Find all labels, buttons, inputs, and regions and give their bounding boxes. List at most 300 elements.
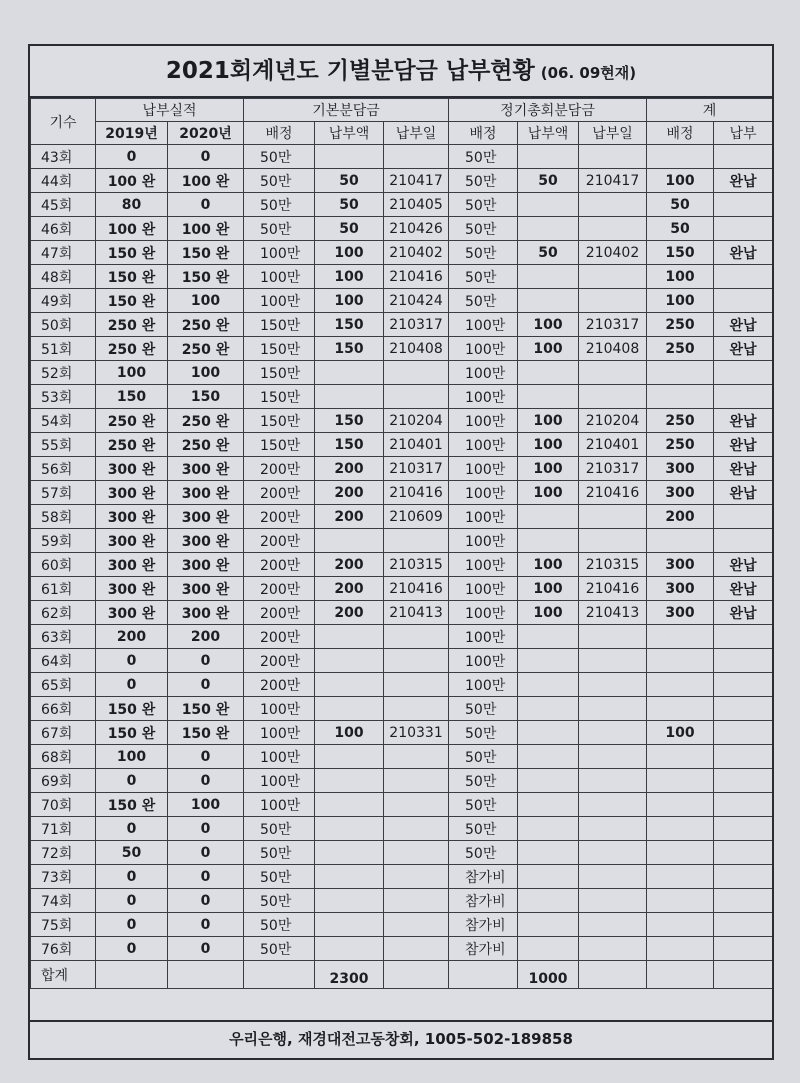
total-paid-cell xyxy=(714,625,773,649)
basic-alloc-cell: 50만 xyxy=(244,145,315,169)
basic-date-cell xyxy=(384,673,449,697)
basic-alloc-cell: 50만 xyxy=(244,217,315,241)
totals-row xyxy=(31,961,773,989)
reg-alloc-cell: 50만 xyxy=(449,769,518,793)
header-basic: 기본분담금 xyxy=(244,99,449,122)
reg-date-cell xyxy=(579,289,647,313)
table-row xyxy=(31,505,773,529)
basic-paid-cell xyxy=(315,769,384,793)
table-row xyxy=(31,481,773,505)
result-2019-cell: 300 완 xyxy=(96,481,168,505)
reg-alloc-cell: 100만 xyxy=(449,361,518,385)
basic-paid-cell: 200 xyxy=(315,505,384,529)
basic-paid-cell xyxy=(315,673,384,697)
result-2020-cell: 100 완 xyxy=(168,217,244,241)
header-total: 계 xyxy=(647,99,773,122)
table-row xyxy=(31,337,773,361)
basic-alloc-cell: 200만 xyxy=(244,457,315,481)
total-alloc-cell xyxy=(647,745,714,769)
reg-date-cell: 210204 xyxy=(579,409,647,433)
result-2020-cell: 300 완 xyxy=(168,601,244,625)
basic-paid-cell: 50 xyxy=(315,169,384,193)
title-text: 2021회계년도 기별분담금 납부현황 xyxy=(165,58,535,84)
reg-alloc-cell: 50만 xyxy=(449,241,518,265)
reg-paid-cell: 100 xyxy=(518,337,579,361)
table-row xyxy=(31,913,773,937)
basic-paid-cell: 150 xyxy=(315,313,384,337)
gisu-cell: 68회 xyxy=(31,745,96,769)
result-2019-cell: 100 완 xyxy=(96,217,168,241)
table-row xyxy=(31,193,773,217)
totals-empty xyxy=(168,961,244,989)
basic-alloc-cell: 200만 xyxy=(244,553,315,577)
table-row xyxy=(31,601,773,625)
total-paid-cell xyxy=(714,649,773,673)
total-paid-cell xyxy=(714,793,773,817)
basic-paid-cell xyxy=(315,625,384,649)
result-2019-cell: 300 완 xyxy=(96,505,168,529)
total-paid-cell xyxy=(714,529,773,553)
result-2020-cell: 100 xyxy=(168,289,244,313)
result-2019-cell: 300 완 xyxy=(96,601,168,625)
reg-date-cell: 210317 xyxy=(579,457,647,481)
total-paid-cell xyxy=(714,145,773,169)
result-2019-cell: 150 xyxy=(96,385,168,409)
result-2020-cell: 0 xyxy=(168,745,244,769)
basic-date-cell xyxy=(384,745,449,769)
basic-alloc-cell: 200만 xyxy=(244,529,315,553)
table-row xyxy=(31,865,773,889)
reg-date-cell xyxy=(579,649,647,673)
gisu-cell: 50회 xyxy=(31,313,96,337)
basic-date-cell: 210405 xyxy=(384,193,449,217)
basic-paid-cell: 200 xyxy=(315,457,384,481)
basic-paid-cell: 100 xyxy=(315,721,384,745)
total-alloc-cell: 100 xyxy=(647,265,714,289)
reg-alloc-cell: 50만 xyxy=(449,289,518,313)
basic-paid-cell xyxy=(315,649,384,673)
result-2020-cell: 0 xyxy=(168,841,244,865)
result-2020-cell: 0 xyxy=(168,769,244,793)
header-reg-date: 납부일 xyxy=(579,122,647,145)
reg-paid-cell xyxy=(518,505,579,529)
basic-date-cell xyxy=(384,529,449,553)
result-2019-cell: 150 완 xyxy=(96,289,168,313)
reg-date-cell xyxy=(579,217,647,241)
result-2019-cell: 150 완 xyxy=(96,241,168,265)
basic-alloc-cell: 200만 xyxy=(244,577,315,601)
totals-empty xyxy=(96,961,168,989)
totals-empty xyxy=(244,961,315,989)
result-2019-cell: 0 xyxy=(96,865,168,889)
result-2019-cell: 100 xyxy=(96,745,168,769)
table-row xyxy=(31,937,773,961)
basic-paid-cell xyxy=(315,841,384,865)
totals-empty xyxy=(449,961,518,989)
total-alloc-cell xyxy=(647,913,714,937)
reg-alloc-cell: 50만 xyxy=(449,793,518,817)
total-paid-cell xyxy=(714,265,773,289)
reg-date-cell xyxy=(579,505,647,529)
header-basic-date: 납부일 xyxy=(384,122,449,145)
total-alloc-cell xyxy=(647,865,714,889)
reg-alloc-cell: 50만 xyxy=(449,697,518,721)
basic-paid-cell xyxy=(315,745,384,769)
basic-date-cell: 210402 xyxy=(384,241,449,265)
reg-alloc-cell: 50만 xyxy=(449,169,518,193)
reg-paid-cell xyxy=(518,697,579,721)
result-2020-cell: 200 xyxy=(168,625,244,649)
header-total-paid: 납부 xyxy=(714,122,773,145)
reg-alloc-cell: 100만 xyxy=(449,457,518,481)
total-alloc-cell xyxy=(647,385,714,409)
gisu-cell: 67회 xyxy=(31,721,96,745)
basic-date-cell: 210424 xyxy=(384,289,449,313)
basic-alloc-cell: 100만 xyxy=(244,721,315,745)
result-2020-cell: 300 완 xyxy=(168,553,244,577)
gisu-cell: 65회 xyxy=(31,673,96,697)
reg-date-cell: 210402 xyxy=(579,241,647,265)
table-row xyxy=(31,673,773,697)
basic-paid-cell: 100 xyxy=(315,241,384,265)
basic-date-cell: 210204 xyxy=(384,409,449,433)
result-2019-cell: 150 완 xyxy=(96,265,168,289)
total-paid-cell xyxy=(714,697,773,721)
total-alloc-cell: 300 xyxy=(647,457,714,481)
result-2020-cell: 100 xyxy=(168,793,244,817)
table-row xyxy=(31,433,773,457)
header-regular: 정기총회분담금 xyxy=(449,99,647,122)
gisu-cell: 60회 xyxy=(31,553,96,577)
reg-paid-cell xyxy=(518,361,579,385)
gisu-cell: 74회 xyxy=(31,889,96,913)
table-row xyxy=(31,697,773,721)
gisu-cell: 56회 xyxy=(31,457,96,481)
gisu-cell: 72회 xyxy=(31,841,96,865)
basic-paid-cell: 50 xyxy=(315,217,384,241)
total-alloc-cell: 250 xyxy=(647,337,714,361)
result-2019-cell: 0 xyxy=(96,937,168,961)
basic-paid-cell: 100 xyxy=(315,265,384,289)
reg-paid-cell: 100 xyxy=(518,433,579,457)
total-alloc-cell xyxy=(647,361,714,385)
header-total-alloc: 배정 xyxy=(647,122,714,145)
gisu-cell: 43회 xyxy=(31,145,96,169)
basic-alloc-cell: 150만 xyxy=(244,337,315,361)
result-2019-cell: 0 xyxy=(96,649,168,673)
total-alloc-cell: 100 xyxy=(647,289,714,313)
reg-paid-cell: 100 xyxy=(518,313,579,337)
basic-paid-cell: 200 xyxy=(315,577,384,601)
basic-date-cell xyxy=(384,649,449,673)
basic-date-cell xyxy=(384,769,449,793)
document-title xyxy=(30,46,772,98)
gisu-cell: 71회 xyxy=(31,817,96,841)
total-alloc-cell xyxy=(647,649,714,673)
reg-paid-cell xyxy=(518,817,579,841)
result-2019-cell: 150 완 xyxy=(96,721,168,745)
reg-alloc-cell: 50만 xyxy=(449,217,518,241)
payment-table xyxy=(30,98,773,989)
gisu-cell: 55회 xyxy=(31,433,96,457)
result-2020-cell: 0 xyxy=(168,649,244,673)
basic-date-cell: 210416 xyxy=(384,577,449,601)
table-row xyxy=(31,145,773,169)
result-2020-cell: 0 xyxy=(168,817,244,841)
reg-date-cell xyxy=(579,265,647,289)
reg-alloc-cell: 100만 xyxy=(449,409,518,433)
reg-paid-cell xyxy=(518,193,579,217)
reg-date-cell: 210315 xyxy=(579,553,647,577)
total-alloc-cell: 200 xyxy=(647,505,714,529)
basic-date-cell: 210609 xyxy=(384,505,449,529)
result-2019-cell: 0 xyxy=(96,889,168,913)
result-2019-cell: 100 xyxy=(96,361,168,385)
basic-date-cell xyxy=(384,865,449,889)
basic-paid-cell xyxy=(315,697,384,721)
table-row xyxy=(31,289,773,313)
result-2019-cell: 100 완 xyxy=(96,169,168,193)
reg-alloc-cell: 100만 xyxy=(449,433,518,457)
basic-paid-cell: 150 xyxy=(315,409,384,433)
payment-status-sheet xyxy=(28,44,774,1060)
basic-date-cell: 210417 xyxy=(384,169,449,193)
reg-alloc-cell: 100만 xyxy=(449,577,518,601)
reg-alloc-cell: 50만 xyxy=(449,841,518,865)
reg-paid-cell xyxy=(518,913,579,937)
gisu-cell: 66회 xyxy=(31,697,96,721)
total-alloc-cell: 50 xyxy=(647,217,714,241)
table-row xyxy=(31,625,773,649)
result-2020-cell: 150 완 xyxy=(168,265,244,289)
basic-alloc-cell: 200만 xyxy=(244,673,315,697)
header-2019: 2019년 xyxy=(96,122,168,145)
basic-alloc-cell: 200만 xyxy=(244,649,315,673)
basic-date-cell xyxy=(384,913,449,937)
result-2020-cell: 0 xyxy=(168,193,244,217)
header-reg-alloc: 배정 xyxy=(449,122,518,145)
result-2019-cell: 50 xyxy=(96,841,168,865)
basic-paid-cell: 200 xyxy=(315,601,384,625)
title-date: (06. 09현재) xyxy=(540,64,637,82)
reg-date-cell xyxy=(579,889,647,913)
basic-date-cell xyxy=(384,385,449,409)
total-paid-cell xyxy=(714,937,773,961)
total-paid-cell: 완납 xyxy=(714,409,773,433)
total-alloc-cell xyxy=(647,769,714,793)
gisu-cell: 69회 xyxy=(31,769,96,793)
basic-paid-cell: 150 xyxy=(315,433,384,457)
reg-date-cell xyxy=(579,625,647,649)
totals-empty xyxy=(384,961,449,989)
result-2020-cell: 250 완 xyxy=(168,409,244,433)
total-paid-cell: 완납 xyxy=(714,601,773,625)
basic-paid-cell xyxy=(315,385,384,409)
reg-alloc-cell: 100만 xyxy=(449,529,518,553)
basic-paid-cell xyxy=(315,865,384,889)
basic-alloc-cell: 200만 xyxy=(244,601,315,625)
result-2019-cell: 0 xyxy=(96,673,168,697)
reg-alloc-cell: 100만 xyxy=(449,625,518,649)
gisu-cell: 75회 xyxy=(31,913,96,937)
total-alloc-cell xyxy=(647,625,714,649)
basic-date-cell xyxy=(384,817,449,841)
basic-paid-cell: 200 xyxy=(315,481,384,505)
result-2020-cell: 100 xyxy=(168,361,244,385)
total-paid-cell xyxy=(714,721,773,745)
reg-date-cell xyxy=(579,745,647,769)
table-row xyxy=(31,841,773,865)
result-2019-cell: 0 xyxy=(96,145,168,169)
basic-paid-cell xyxy=(315,913,384,937)
reg-date-cell: 210417 xyxy=(579,169,647,193)
basic-date-cell xyxy=(384,841,449,865)
basic-date-cell xyxy=(384,889,449,913)
reg-paid-cell: 100 xyxy=(518,553,579,577)
basic-alloc-cell: 50만 xyxy=(244,913,315,937)
basic-alloc-cell: 50만 xyxy=(244,193,315,217)
reg-paid-cell xyxy=(518,937,579,961)
basic-date-cell: 210426 xyxy=(384,217,449,241)
reg-paid-cell: 100 xyxy=(518,601,579,625)
gisu-cell: 54회 xyxy=(31,409,96,433)
basic-alloc-cell: 150만 xyxy=(244,313,315,337)
reg-paid-cell xyxy=(518,769,579,793)
gisu-cell: 53회 xyxy=(31,385,96,409)
total-paid-cell xyxy=(714,385,773,409)
table-row xyxy=(31,241,773,265)
total-alloc-cell: 250 xyxy=(647,409,714,433)
basic-date-cell: 210416 xyxy=(384,265,449,289)
header-basic-paid: 납부액 xyxy=(315,122,384,145)
basic-date-cell: 210401 xyxy=(384,433,449,457)
reg-alloc-cell: 100만 xyxy=(449,481,518,505)
reg-date-cell xyxy=(579,361,647,385)
total-paid-cell xyxy=(714,865,773,889)
reg-paid-cell xyxy=(518,217,579,241)
total-alloc-cell: 150 xyxy=(647,241,714,265)
total-paid-cell xyxy=(714,673,773,697)
table-row xyxy=(31,721,773,745)
reg-paid-cell xyxy=(518,145,579,169)
table-row xyxy=(31,217,773,241)
result-2019-cell: 300 완 xyxy=(96,553,168,577)
result-2019-cell: 80 xyxy=(96,193,168,217)
basic-date-cell xyxy=(384,361,449,385)
gisu-cell: 59회 xyxy=(31,529,96,553)
reg-paid-cell: 100 xyxy=(518,577,579,601)
gisu-cell: 44회 xyxy=(31,169,96,193)
basic-date-cell xyxy=(384,145,449,169)
total-alloc-cell xyxy=(647,793,714,817)
table-row xyxy=(31,577,773,601)
result-2020-cell: 300 완 xyxy=(168,529,244,553)
bank-account-footer: 우리은행, 재경대전고동창회, 1005-502-189858 xyxy=(30,1020,772,1058)
total-alloc-cell: 300 xyxy=(647,553,714,577)
result-2019-cell: 250 완 xyxy=(96,313,168,337)
basic-alloc-cell: 50만 xyxy=(244,865,315,889)
total-alloc-cell: 300 xyxy=(647,577,714,601)
reg-date-cell: 210317 xyxy=(579,313,647,337)
basic-alloc-cell: 100만 xyxy=(244,769,315,793)
reg-alloc-cell: 100만 xyxy=(449,337,518,361)
result-2020-cell: 150 xyxy=(168,385,244,409)
basic-alloc-cell: 50만 xyxy=(244,889,315,913)
basic-date-cell: 210317 xyxy=(384,457,449,481)
reg-alloc-cell: 100만 xyxy=(449,673,518,697)
table-row xyxy=(31,313,773,337)
total-paid-cell: 완납 xyxy=(714,241,773,265)
basic-date-cell: 210317 xyxy=(384,313,449,337)
reg-date-cell xyxy=(579,937,647,961)
basic-date-cell: 210408 xyxy=(384,337,449,361)
table-row xyxy=(31,745,773,769)
gisu-cell: 73회 xyxy=(31,865,96,889)
result-2020-cell: 0 xyxy=(168,673,244,697)
basic-alloc-cell: 150만 xyxy=(244,361,315,385)
total-paid-cell: 완납 xyxy=(714,337,773,361)
total-paid-cell xyxy=(714,505,773,529)
table-row xyxy=(31,361,773,385)
table-row xyxy=(31,169,773,193)
reg-alloc-cell: 50만 xyxy=(449,265,518,289)
reg-alloc-cell: 50만 xyxy=(449,145,518,169)
total-alloc-cell xyxy=(647,145,714,169)
table-row xyxy=(31,409,773,433)
table-row xyxy=(31,265,773,289)
reg-paid-cell: 50 xyxy=(518,241,579,265)
gisu-cell: 47회 xyxy=(31,241,96,265)
reg-paid-cell: 100 xyxy=(518,481,579,505)
reg-date-cell xyxy=(579,865,647,889)
basic-paid-cell xyxy=(315,361,384,385)
result-2019-cell: 300 완 xyxy=(96,529,168,553)
basic-alloc-cell: 200만 xyxy=(244,481,315,505)
total-paid-cell xyxy=(714,769,773,793)
total-paid-cell: 완납 xyxy=(714,313,773,337)
header-basic-alloc: 배정 xyxy=(244,122,315,145)
reg-alloc-cell: 100만 xyxy=(449,649,518,673)
reg-paid-cell: 100 xyxy=(518,457,579,481)
reg-date-cell xyxy=(579,817,647,841)
basic-alloc-cell: 200만 xyxy=(244,505,315,529)
basic-alloc-cell: 50만 xyxy=(244,841,315,865)
table-row xyxy=(31,457,773,481)
gisu-cell: 61회 xyxy=(31,577,96,601)
totals-reg-paid: 1000 xyxy=(518,961,579,989)
reg-alloc-cell: 참가비 xyxy=(449,937,518,961)
total-alloc-cell xyxy=(647,937,714,961)
total-alloc-cell: 300 xyxy=(647,481,714,505)
table-row xyxy=(31,385,773,409)
reg-alloc-cell: 100만 xyxy=(449,553,518,577)
header-gisu: 기수 xyxy=(31,99,96,145)
reg-date-cell: 210416 xyxy=(579,577,647,601)
total-paid-cell xyxy=(714,913,773,937)
basic-alloc-cell: 50만 xyxy=(244,817,315,841)
reg-paid-cell xyxy=(518,529,579,553)
header-2020: 2020년 xyxy=(168,122,244,145)
gisu-cell: 70회 xyxy=(31,793,96,817)
reg-alloc-cell: 참가비 xyxy=(449,865,518,889)
result-2020-cell: 0 xyxy=(168,889,244,913)
result-2020-cell: 300 완 xyxy=(168,577,244,601)
basic-alloc-cell: 150만 xyxy=(244,385,315,409)
reg-alloc-cell: 100만 xyxy=(449,385,518,409)
total-paid-cell xyxy=(714,217,773,241)
reg-date-cell: 210416 xyxy=(579,481,647,505)
gisu-cell: 57회 xyxy=(31,481,96,505)
